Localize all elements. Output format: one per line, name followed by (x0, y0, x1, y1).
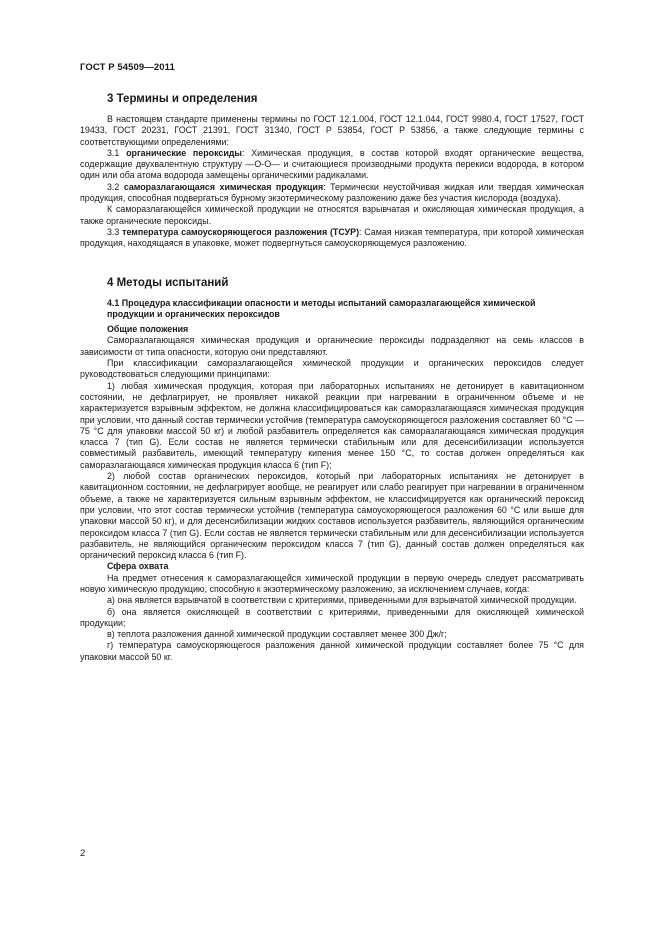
general-provisions-title: Общие положения (107, 324, 189, 335)
subsection-4-1-title: 4.1 Процедура классификации опасности и методы испытаний саморазлагающейся химической продукции и органических пероксидов (107, 297, 536, 319)
term-3-1-number: 3.1 (107, 147, 127, 158)
scope-item-a: а) она является взрывчатой в соответствии с критериями, приведенными для взрывчатой химической продукции. (107, 595, 577, 606)
page-number: 2 (80, 848, 86, 859)
scope-item-b: б) она является окисляющей в соответствии с критериями, приведенными для окисляющей химической продукции; (80, 606, 584, 628)
section-3-intro: В настоящем стандарте применены термины по ГОСТ 12.1.004, ГОСТ 12.1.044, ГОСТ 9980.4, ГОСТ 17527, ГОСТ 19433, ГОСТ 20231, ГОСТ 21391, ГОСТ 31340, ГОСТ Р 53854, ГОСТ Р 53856, а также следующие термины с соответствующими определениями: (80, 114, 584, 147)
term-3-1 (80, 148, 584, 182)
general-paragraph-2: При классификации саморазлагающейся химической продукции и органических пероксидов следует руководствоваться следующими принципами: (80, 358, 584, 380)
term-3-3-definition: : Самая низкая температура, при которой химическая продукция, находящаяся в упаковке, может подвергнуться самоускоряющемуся разложению. (80, 226, 584, 249)
scope-item-g: г) температура самоускоряющегося разложения данной химической продукции составляет более 75 °С для упаковки массой 50 кг. (80, 640, 584, 662)
term-3-3-name: температура самоускоряющегося разложения (ТСУР) (122, 226, 360, 237)
term-3-2-number: 3.2 (107, 181, 124, 192)
general-paragraph-1: Саморазлагающаяся химическая продукция и органические пероксиды подразделяют на семь классов в зависимости от типа опасности, которую они представляют. (80, 335, 584, 357)
term-3-2-definition: : Термически неустойчивая жидкая или твердая химическая продукция, способная подвергаться бурному экзотермическому разложению даже без участия кислорода (воздуха). (80, 181, 584, 204)
document-header: ГОСТ Р 54509—2011 (80, 62, 175, 73)
scope-paragraph: На предмет отнесения к саморазлагающейся химической продукции в первую очередь следует рассматривать новую химическую продукцию, способную к экзотермическому разложению, за исключением случаев, когда: (80, 572, 584, 594)
scope-item-v: в) теплота разложения данной химической продукции составляет менее 300 Дж/г; (107, 629, 447, 640)
term-3-2-name: саморазлагающаяся химическая продукция (123, 181, 324, 192)
term-3-2-note: К саморазлагающейся химической продукции не относятся взрывчатая и окисляющая химическая продукция, а также органические пероксиды. (80, 204, 584, 226)
term-3-1-name: органические пероксиды (126, 147, 243, 158)
term-3-3 (80, 227, 584, 250)
section-4-title: 4 Методы испытаний (107, 276, 229, 289)
term-3-3-number: 3.3 (107, 226, 123, 237)
document-body (80, 92, 584, 663)
section-3-title: 3 Термины и определения (107, 93, 258, 105)
term-3-1-definition: : Химическая продукция, в состав которой входят органические вещества, содержащие двухвалентную структуру —О-О— и считающиеся производными продукта перекиси водорода, в котором один или оба атома водорода замещены органическими радикалами. (80, 147, 584, 181)
term-3-2 (80, 182, 584, 205)
scope-title: Сфера охвата (107, 561, 169, 572)
general-principle-2: 2) любой состав органических пероксидов, который при лабораторных испытаниях не детонирует в кавитационном состоянии, не дефлагрирует вообще, не реагирует или слабо реагирует при нагревании в ограниченном объеме, а также не характеризуется сильным взрывным эффектом, не классифицируется как органический пероксид при условии, что этот состав термически устойчив (температура самоускоряющегося разложения 60 °С или выше для упаковки массой 50 кг), и для десенсибилизации жидких составов используется разбавитель, являющийся органическим пероксидом класса 7 (тип G). Если состав не является термически стабильным или для десенсибилизации используется разбавитель, не являющийся органическим пероксидом класса 7 (тип G), данный состав должен определяться как органический пероксид класса 6 (тип F). (80, 471, 584, 561)
general-principle-1: 1) любая химическая продукция, которая при лабораторных испытаниях не детонирует в кавитационном состоянии, не дефлагрирует, не проявляет никакой реакции при нагревании в ограниченном объеме и не характеризуется взрывным эффектом, не должна классифицироваться как саморазлагающаяся химическая продукция при условии, что данный состав термически устойчив (температура самоускоряющегося разложения составляет 60 °С — 75 °С для упаковки массой 50 кг) и любой разбавитель определяется как саморазлагающаяся химическая продукция класса 7 (тип G). Если состав не является термически стабильным или для десенсибилизации используется совместимый разбавитель, имеющий температуру кипения менее 150 °С, то состав должен определяться как саморазлагающаяся химическая продукция класса 6 (тип F); (80, 380, 584, 470)
